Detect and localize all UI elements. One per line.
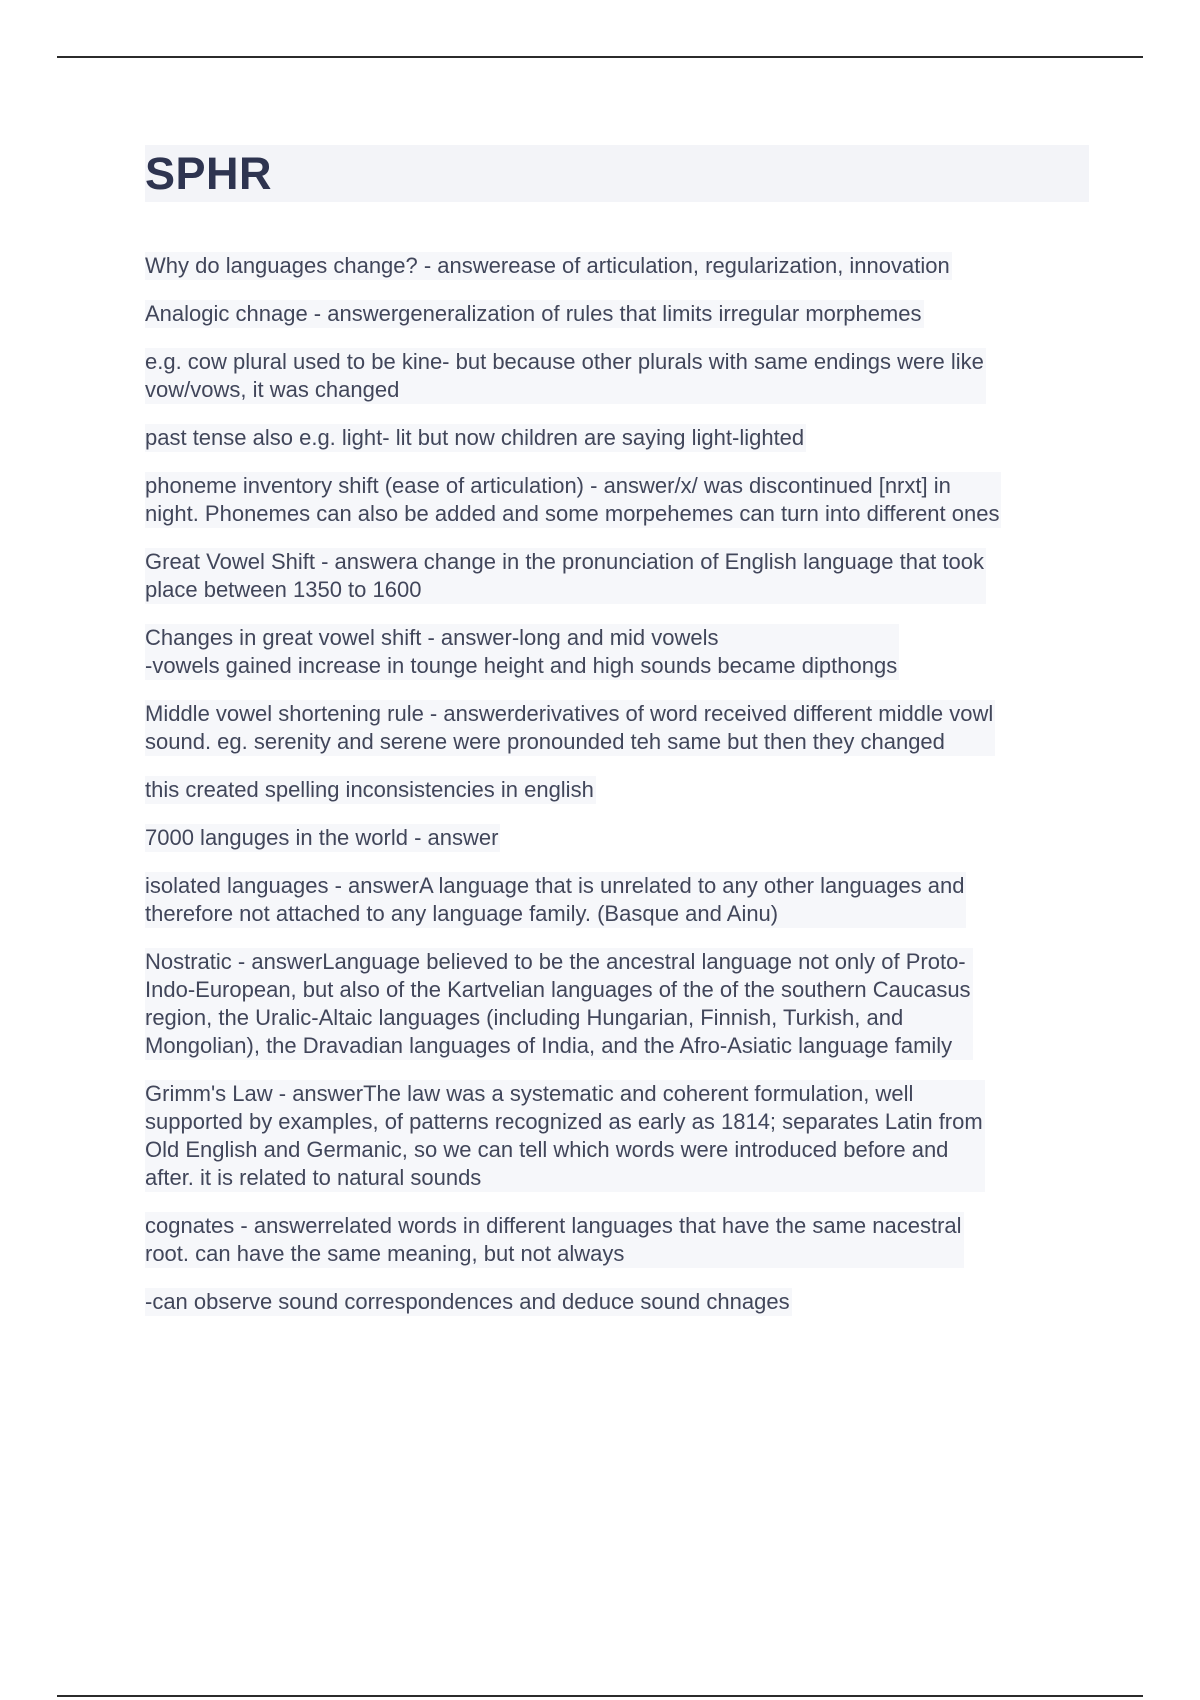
flashcard-entry: Analogic chnage - answergeneralization of rules that limits irregular morphemes (145, 301, 922, 326)
flashcard-entry: past tense also e.g. light- lit but now children are saying light-lighted (145, 425, 805, 450)
title-bar (145, 145, 1089, 202)
flashcard-entry: e.g. cow plural used to be kine- but because other plurals with same endings were like vow/vows, it was changed (145, 349, 984, 402)
flashcard-entry: this created spelling inconsistencies in english (145, 777, 594, 802)
flashcard-entry: isolated languages - answerA language that is unrelated to any other languages and therefore not attached to any language family. (Basque and Ainu) (145, 873, 965, 926)
top-rule (57, 56, 1143, 58)
flashcard-entry: -can observe sound correspondences and deduce sound chnages (145, 1289, 790, 1314)
page-title: SPHR (145, 148, 273, 199)
flashcard-entry: Great Vowel Shift - answera change in the pronunciation of English language that took place between 1350 to 1600 (145, 549, 984, 602)
flashcard-entry: Middle vowel shortening rule - answerderivatives of word received different middle vowl sound. eg. serenity and serene were pronounded teh same but then they changed (145, 701, 994, 754)
flashcard-entry: phoneme inventory shift (ease of articulation) - answer/x/ was discontinued [nrxt] in night. Phonemes can also be added and some morpehemes can turn into different ones (145, 473, 1000, 526)
flashcard-entry: Why do languages change? - answerease of articulation, regularization, innovation (145, 253, 950, 278)
flashcard-entry: 7000 languges in the world - answer (145, 825, 499, 850)
flashcard-entry: Grimm's Law - answerThe law was a systematic and coherent formulation, well supported by examples, of patterns recognized as early as 1814; separates Latin from Old English and Germanic, so we can tell which words were introduced before and after. it is related to natural sounds (145, 1081, 983, 1190)
flashcard-entry: cognates - answerrelated words in different languages that have the same nacestral root. can have the same meaning, but not always (145, 1213, 962, 1266)
flashcard-list (145, 252, 1089, 1316)
flashcard-entry: Nostratic - answerLanguage believed to be the ancestral language not only of Proto- Indo-European, but also of the Kartvelian languages of the of the southern Caucasus region, the Uralic-Altaic languages (including Hungarian, Finnish, Turkish, and Mongolian), the Dravadian languages of India, and the Afro-Asiatic language family (145, 949, 971, 1058)
bottom-rule (57, 1695, 1143, 1697)
flashcard-entry: Changes in great vowel shift - answer-long and mid vowels -vowels gained increase in tounge height and high sounds became dipthongs (145, 625, 898, 678)
document-body (145, 145, 1089, 1316)
